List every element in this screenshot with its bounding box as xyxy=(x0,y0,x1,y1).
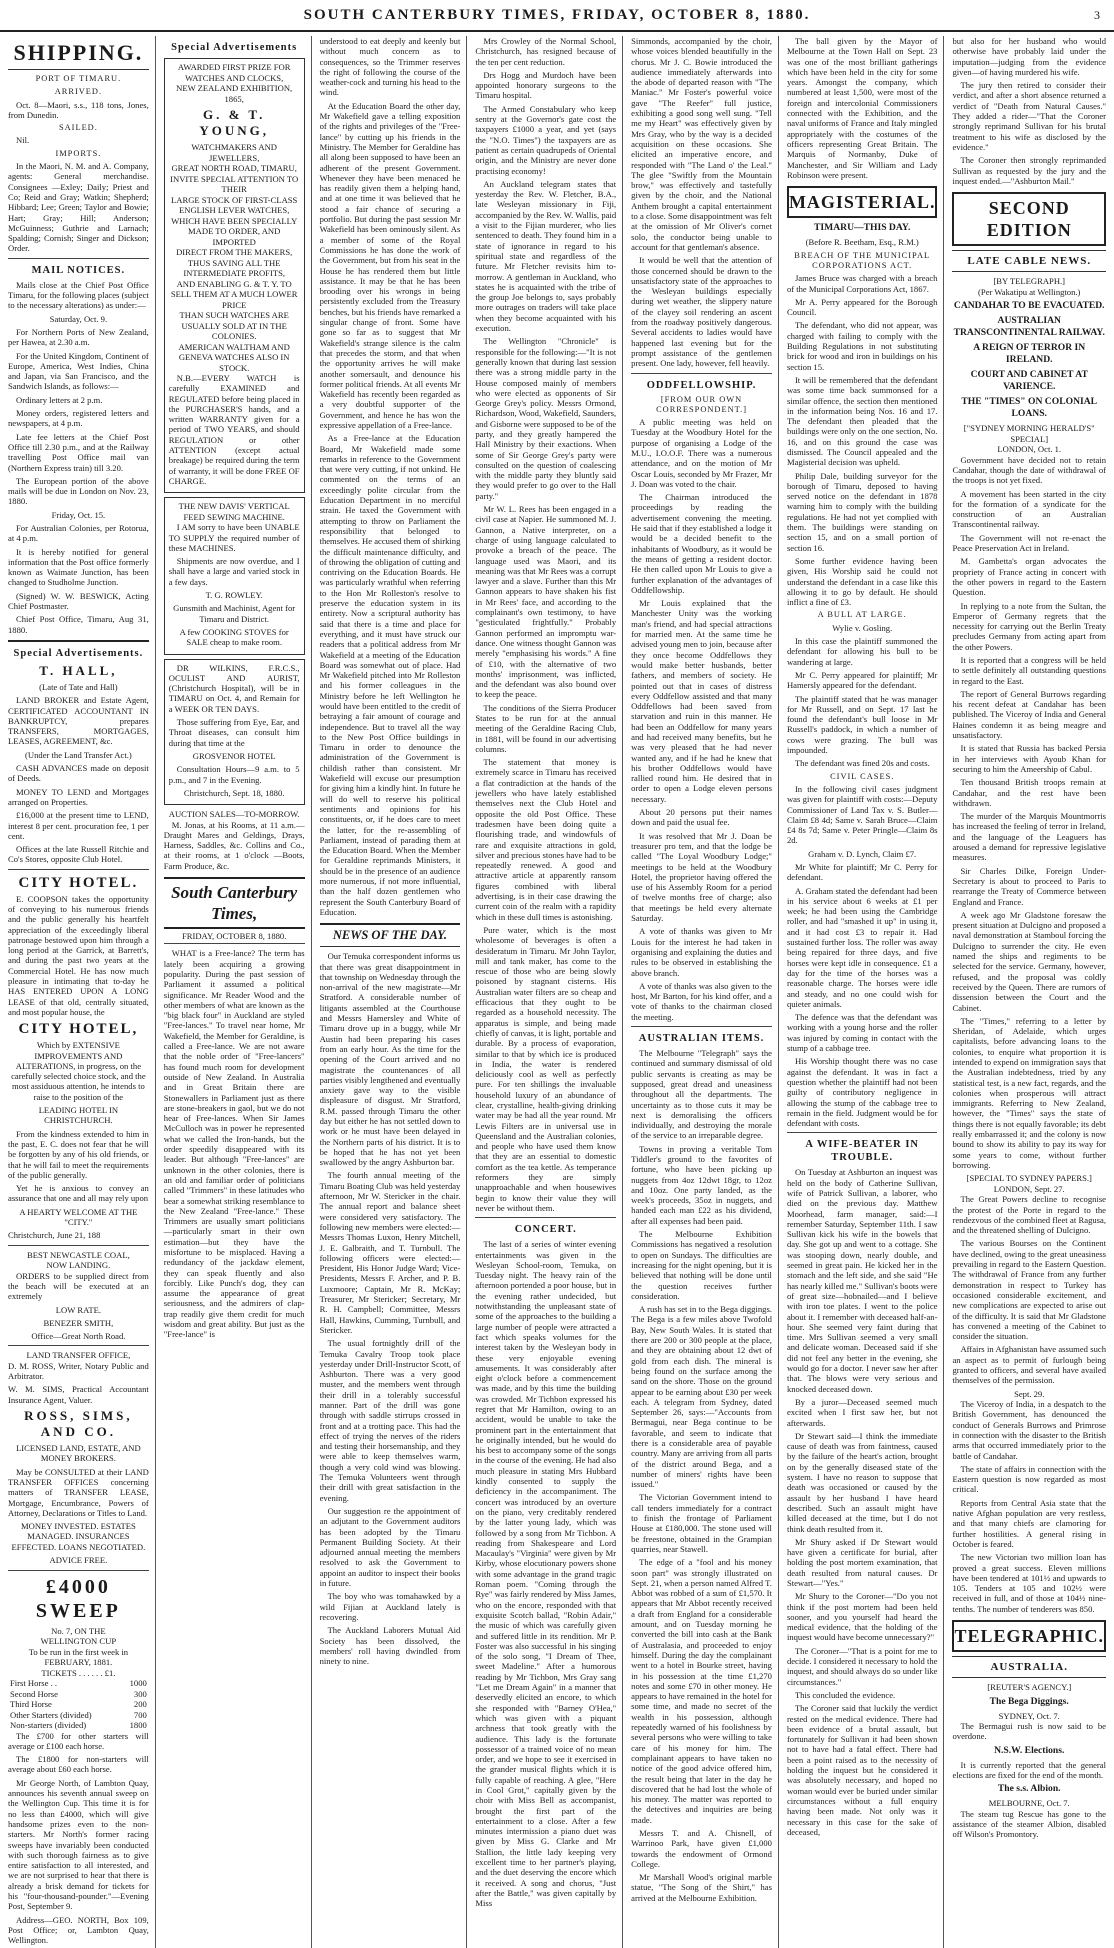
aus-para: The Victorian Government intend to call tenders immediately for a contract to finish the frontage of Parliament House at £180,000. The stone used will be freestone, obtained in the Grampian quarries, near Stawell. xyxy=(631,1492,772,1554)
divider xyxy=(8,1570,149,1571)
column-7 xyxy=(952,36,1106,1948)
civil-para: His Worship thought there was no case against the defendant. It was in fact a question whether the plaintiff had not been guilty of contributory negligence in allowing the stump of the cabbage tree to remain in the field. Judgment would be for defendant with costs. xyxy=(786,1056,938,1129)
mail-para: Saturday, Oct. 9. xyxy=(49,313,108,324)
hall-ad-line: (Under the Land Transfer Act.) xyxy=(25,749,132,760)
concert-para: It would be well that the attention of those concerned should be drawn to the unsatisfactory state of the approaches to the Wesleyan buildings especially during wet weather, the slippery nature of the clayey soil rendering an ascent from the roadway positively dangerous. Several accidents to ladies would have happened last evening but for the prompt assistance of the gentlemen present. One lady, however, fell heavily. xyxy=(631,255,772,369)
cable-para: The various Bourses on the Continent have declined, owing to the great uneasiness prevailing in regard to the Eastern Question. The withdrawal of France from any further demonstration in respect to Turkey has occasioned considerable excitement, and new complications are expected to arise out of the difficulty. It is said that Mr Gladstone has convened a meeting of the Cabinet to consider the situation. xyxy=(952,1238,1106,1342)
city-hotel-para: From the kindness extended to him in the past, E. C. does not fear that he will be forgotten by any of his old friends, or that he will fail to meet the requirements of the public generally. xyxy=(8,1128,149,1180)
bull-heading: A BULL AT LARGE. xyxy=(817,610,907,620)
mail-para: For Australian Colonies, per Rotorua, at 4 p.m. xyxy=(8,522,149,544)
cable-para: Reports from Central Asia state that the native Afghan population are very restless, and that many chiefs are clamoring for further hostilities. A general rising in October is feared. xyxy=(952,1497,1106,1549)
odd-para: It was resolved that Mr J. Doan be treasurer pro tem, and that the lodge be called "The Loyal Woodbury Lodge;" meetings to be held at the Woodbury Hotel, the proprietor having offered the use of his Assembly Room for a period of twelve months free of charge; also that meetings be held every alternate Saturday. xyxy=(631,830,772,924)
young-ad-line: AND ENABLING G. & T. Y. TO SELL THEM AT A MUCH LOWER PRICE xyxy=(170,278,298,310)
sweep-amount: £4000 xyxy=(45,1575,111,1598)
auction-text: M. Jonas, at his Rooms, at 11 a.m.—Draught Mares and Geldings, Drays, Harness, Saddles, &c. Collins and Co., at their rooms, at 1 o'clock —Boots, Farm Produce, &c. xyxy=(163,819,305,871)
city-hotel-para: A HEARTY WELCOME AT THE "CITY." xyxy=(19,1206,138,1228)
davis-heading: THE NEW DAVIS' VERTICAL FEED SEWING MACHINE. xyxy=(178,501,290,522)
column-6a xyxy=(787,36,945,1948)
newspaper-flag: South Canterbury Times, xyxy=(164,877,305,929)
arrived-text: Oct. 8—Maori, s.s., 118 tons, Jones, from Dunedin. xyxy=(8,99,149,120)
albion-heading: The s.s. Albion. xyxy=(997,1783,1061,1795)
albion-para: The steam tug Rescue has gone to the assistance of the steamer Albion, disabled off Wilson's Promontory. xyxy=(952,1808,1106,1840)
bull-para: Mr C. Perry appeared for plaintiff; Mr Hamersly appeared for the defendant. xyxy=(786,669,938,691)
concert-para: Simmonds, accompanied by the choir, whose voices blended beautifully in the chorus. Mr J. C. Bowie introduced the audience immediately afterwards into the abode of departed reason with "The Maniac." Mr Foster's powerful voice gave "The Reefer" full justice, exhibiting a good song well sung. "Tell me my Heart" was effectively given by Mrs Gray, who by the way is a decided acquisition on these occasions. She elicited an imperative encore, and responded with "The Land o' the Leal." The glee "Swiftly from the Mountain brow," was effectively and tastefully given by the choir, and the National Anthem brought a capital entertainment to a close. Some disappointment was felt at the omission of Mr Oliver's cornet solo, the conductor being unable to account for that gentleman's absence. xyxy=(631,36,772,252)
prize-label: Other Starters (divided) xyxy=(10,1709,92,1720)
column-1 xyxy=(8,36,156,1948)
prize-amount: 1800 xyxy=(129,1720,147,1731)
mail-para: Chief Post Office, Timaru, Aug 31, 1880. xyxy=(8,614,149,635)
cable-para: The state of affairs in connection with the Eastern question is now regarded as most critical. xyxy=(952,1463,1106,1495)
imports-text: In the Maori, N. M. and A. Company, agents: General merchandise. Consignees —Exley; Daily; Priest and Co; Reid and Gray; Watkin; Shepherd; Hibbard; Lee; Green; Taylor and Bowie; Hart; Gray; Hill; Anderson; McGuinness; Guthrie and Larnach; Spalding; Cornish; Singer and Dickson; Order. xyxy=(8,161,149,254)
dateline: SYDNEY, Oct. 7. xyxy=(998,1710,1060,1721)
city-hotel-para: Yet he is anxious to convey an assurance that one and all may rely upon xyxy=(8,1183,149,1204)
mail-para: Money orders, registered letters and newspapers, at 4 p.m. xyxy=(8,408,149,429)
wife-para: but also for her husband who would otherwise have probably laid under the imputation—judging from the evidence given—of having murdered his wife. xyxy=(952,36,1106,77)
wife-para: The Coroner said that luckily the verdict rested on the medical evidence. There had been evidence of a brutal assault, but fortunately for Sullivan it had been shown not to have had a fatal effect. There had been a point raised as to the necessity of holding the inquest but he considered it was absolutely necessary, and hoped no woman would ever be buried under similar circumstances without a full enquiry having been made. Not only was it necessary in this case for the sake of deceased, xyxy=(786,1703,938,1837)
young-ad-line: WHICH HAVE BEEN SPECIALLY MADE TO ORDER, AND IMPORTED xyxy=(171,215,298,247)
sweep-word: SWEEP xyxy=(35,1599,121,1622)
aus-para: A rush has set in to the Bega diggings. The Bega is a few miles above Twofold Bay, New South Wales. It is stated that there are 200 or 300 people at the place, and they are obtaining about 12 dwt of gold from each dish. The mineral is being found on the surface among the sand on the shore. Those on the ground appear to be earning about £30 per week each. A telegram from Sydney, dated September 26, says:—"Accounts from Bermagui, near Bega continue to be favorable, and seem to indicate that there is a considerable area of payable country. Many are arriving from all parts of the district around Bega, and a number of miners' rights have been issued." xyxy=(631,1304,772,1490)
young-ad-line: DIRECT FROM THE MAKERS, xyxy=(176,247,293,257)
city-hotel-para: Christchurch, June 21, 188 xyxy=(8,1230,101,1241)
concert-heading: CONCERT. xyxy=(514,1224,577,1236)
divider xyxy=(8,258,149,259)
news-para: Our suggestion re the appointment of an adjutant to the Government auditors has been adopted by the Timaru Permanent Building Society. At their adjourned annual meeting the members resolved to ask the Government to appoint an auditor to inspect their books in future. xyxy=(319,1505,461,1589)
wilkins-para: DR WILKINS, F.R.C.S., OCULIST AND AURIST, (Christchurch Hospital), will be in TIMARU on Oct. 4, and Remain for a WEEK OR TEN DAYS. xyxy=(168,662,300,714)
cable-headline: THE "TIMES" ON COLONIAL LOANS. xyxy=(961,396,1098,420)
cable-para: The Great Powers decline to recognise the protest of the Porte in regard to the rendezvous of the combined fleet at Ragusa, and the threatened shelling of Dulcigno. xyxy=(952,1194,1106,1236)
bull-para: The plaintiff stated that he was manager for Mr Russell, and on Sept. 17 last he found the defendant's bull loose in Mr Russell's paddock, in which a number of cows were grazing. The bull was impounded. xyxy=(786,693,938,756)
news-para: The fourth annual meeting of the Timaru Boating Club was held yesterday afternoon, Mr W. Stericker in the chair. The annual report and balance sheet were considered very satisfactory. The following new members were elected:—Messrs Thomas Luxon, Henry Mitchell, J. E. Galbraith, and T. Turnbull. The following officers were elected:—President, His Honor Judge Ward; Vice-Presidents, Messrs F. Archer, and P. B. Luxmoore; Captain, Mr R. McKay; Treasurer, Mr Stericker; Secretary, Mr R. H. Campbell; Committee, Messrs Hall, Hawkins, Cumming, Turnbull, and Stericker. xyxy=(319,1170,461,1335)
aus-para: Mr Marshall Wood's original marble statue, "The Song of the Shirt," has arrived at the Melbourne Exhibition. xyxy=(631,1872,772,1903)
mail-para: The European portion of the above mails will be due in London on Nov. 23, 1880. xyxy=(8,475,149,507)
wife-heading: A WIFE-BEATER IN TROUBLE. xyxy=(805,1139,920,1164)
sweep-line: To be run in the first week in xyxy=(28,1646,129,1657)
telegraphic-heading: TELEGRAPHIC. xyxy=(952,1620,1106,1652)
news-para: The Auckland Laborers Mutual Aid Society has been dissolved, the members' roll having dwindled from ninety to nine. xyxy=(319,1625,461,1667)
cable-para: The report of General Burrows regarding his recent defeat at Candahar has been published. The Viceroy of India and General Haines condemn it as being meagre and unsatisfactory. xyxy=(952,688,1106,741)
sailed-heading: SAILED. xyxy=(58,123,98,133)
land-transfer-para: LICENSED LAND, ESTATE, AND MONEY BROKERS. xyxy=(16,1443,141,1464)
coal-para: Office—Great North Road. xyxy=(31,1331,126,1342)
young-ad-line: INVITE SPECIAL ATTENTION TO THEIR xyxy=(170,173,299,194)
table-row xyxy=(8,1710,149,1721)
news-heading: NEWS OF THE DAY. xyxy=(320,923,461,947)
table-row xyxy=(8,1678,149,1689)
column-5 xyxy=(631,36,779,1948)
dateline: Sept. 29. xyxy=(1014,1388,1045,1399)
city-hotel-heading: CITY HOTEL. xyxy=(18,874,139,891)
wife-para: Mr Shury asked if Dr Stewart would have given a certificate for burial, after holding the post mortem examination, that death resulted from natural causes. Dr Stewart—"Yes." xyxy=(786,1536,938,1588)
sweep-tickets: TICKETS . . . . . . £1. xyxy=(41,1667,116,1678)
odd-para: Mr Louis explained that the Manchester Unity was the working man's friend, and had special attractions for married men. At the same time he advised young men to join, because after they once become Oddfellows they would make better husbands, better fathers, and members of society. He pointed out that in cases of distress every Oddfellow assisted and that many Oddfellows had been saved from starvation and ruin in this manner. He had been an Oddfellow for many years and had received many benefits, but he was very pleased that he had never wanted any, and if he had he knew that his brother Oddfellows would have rallied round him. He desired that in order to open a Lodge eleven persons necessary. xyxy=(631,598,772,804)
page-number: 3 xyxy=(1094,7,1100,22)
special-ads-heading: Special Advertisements. xyxy=(13,647,144,659)
hall-ad-line: MONEY TO LEND and Mortgages arranged on Properties. xyxy=(8,786,149,807)
wife-para: On Tuesday at Ashburton an inquest was held on the body of Catherine Sullivan, wife of Patrick Sullivan, a laborer, who died on the previous day. Matthew Moorhead, farm manager, said:—I remember Saturday, September 11th. I saw Sullivan kick his wife in the bowels that day. She got up and went to a cottage. She was stooping down, nearly double, and seemed in great pain. He kicked her in the stomach and the left side, and she said "He has nearly killed me." Sullivan's boots were of great size—hobnailed—and I believe with iron toe plates. I went to the police about it. I remember with deceased half-an-hour. She seemed very faint during that time. Mrs Sullivan seemed a very small and delicate woman. Deceased said if she did not feel any better in the evening, she would go for a doctor. I never saw her after that. The blows were very serious and knocked deceased down. xyxy=(786,1167,938,1394)
mail-para: Ordinary letters at 2 p.m. xyxy=(16,394,103,405)
arrived-heading: ARRIVED. xyxy=(54,87,103,97)
breach-para: It will be remembered that the defendant was some time back summonsed for a similar offence, the section then mentioned in the information being Nos. 16 and 17. The defendant then pleaded that the buildings were only on the one section, No. 16, and on this ground the case was dismissed. The Council appealed and the Magisterial decision was upheld. xyxy=(786,374,938,468)
masthead xyxy=(0,0,1114,32)
civil-para: A. Graham stated the defendant had been in his service about 6 weeks at £1 per week; he had been using the Cambridge roller, and had "smashed it up" in using it, and it had cost £3 to repair it. Had sustained further loss. The roller was away being repaired for three days, and five horses were kept idle in consequence. £1 a day for the time of the horses was a reasonable charge. The horses were idle and steady, and no one could wish for quieter animals. xyxy=(786,885,938,1009)
young-ad-line: N.B.—EVERY WATCH is carefully EXAMINED and REGULATED before being placed in the PURCHASER'S hands, and a written WARRANTY given for a period of TWO YEARS, and should REGULATION or other ATTENTION (except actual breakage) be required during the term of warranty, it will be done FREE OF CHARGE. xyxy=(168,373,300,486)
young-ad-line: THUS SAVING ALL THE INTERMEDIATE PROFITS, xyxy=(183,257,286,278)
leader-para: understood to eat deeply and keenly but without much concern as to consequences, so the Trimmer reserves the right of following the course of the weather-cock and turning his head to the wind. xyxy=(319,36,461,98)
davis-para: Gunsmith and Machinist, Agent for Timaru and District. xyxy=(173,603,296,624)
concert-para: The last of a series of winter evening entertainments was given in the Wesleyan School-room, Temuka, on Tuesday night. The heavy rain of the afternoon portended a poor house, but in the evening rather undecided, but notwithstanding the unpleasant state of some of the approaches to the building a large number of people were attracted a fact which speaks volumes for the interest taken by the Wesleyan body in these very enjoyable evening amusements. It was considerably after eight o'clock before a commencement was made, and by this time the building was crowded. Mr Tichbon expressed his regret that Mr Hamilton, owing to an accident, would be unable to take the prominent part in the entertainment that he originally intended, but he would do his best to accompany some of the songs in the course of the evening. He had also much pleasure in stating Mrs Hubbard kindly consented to supply the deficiency in the accompaniment. The concert was introduced by an overture on the piano, very creditably rendered by the latter young lady, which was followed by a song from Mr Tichbon. A reading from Shakespeare and Lord Macaulay's "Virginia" were given by Mr Kirby, whose elocutionary powers shone with some advantage in the grand tragic Roman poem. "Coming through the Rye" was fairly rendered by Miss James, who on the encore, responded with that exquisite Scotch ballad, "Robin Adair," the music of which was carefully given and suffered little in its rendition. Mr P. Foster was also successful in his singing of the solo song, "I Dream of Thee, sweet Madeline." After a humorous reading by Mr Tichbon, Mrs Gray sang "Let me Dream Again" in a manner that deservedly elicited an encore, to which she responded with "Barney O'Hea," which was given with a piquant archness that took greatly with the audience. This lady is the fortunate possessor of a trained voice of no mean order, and we hope to see it exercised in the grander musical flights which it is fully capable of reaching. A glee, "Here in Cool Grot," capitally given by the choir with Miss Bell as accompanist, brought the first part of the entertainment to a close. After a few minutes intermission a piano duet was given by Miss G. Clarke and Mr Stallion, the little lady keeping very excellent time to her partner's playing, and the duet deserving the encore which it received. A song and chorus, "Just after the Battle," was given capitally by Miss xyxy=(475,1239,617,1909)
per-wakatipu: (Per Wakatipu at Wellington.) xyxy=(978,286,1081,297)
wilkins-para: GROSVENOR HOTEL xyxy=(192,750,276,761)
sweep-footer-para: Mr George North, of Lambton Quay, announces his seventh annual sweep on the Wellington Cup. This time it is for no less than £4000, which will give handsome prizes even to the non-starters. Mr North's former racing sweeps have invariably been conducted with such thorough fairness as to give entire satisfaction to all interested, and we are not surprised to hear that there is already a brisk demand for tickets for his "four-thousand-pounder."—Evening Post, September 9. xyxy=(8,1777,149,1912)
odd-para: A vote of thanks was also given to the host, Mr Barton, for his kind offer, and a vote of thanks to the chairman closed the meeting. xyxy=(631,980,772,1022)
cable-headline: CANDAHAR TO BE EVACUATED. xyxy=(953,300,1105,312)
leader-para: At the Education Board the other day, Mr Wakefield gave a telling exposition of the rights and privileges of the "Free-lance" by cutting up his friends in the Ministry. The Member for Geraldine has all along been supposed to have been an adherent of the present Government. Whenever they have been menaced he has readily given them a helping hand, and at one time it was believed that he stood a fair chance of securing a portfolio. But during the past session Mr Wakefield has been ominously silent. As a member of some of the Royal Commissions he has done the work of the Government, but from his seat in the House he has rendered them but little assistance. It may be that he has been brooding over his wrongs in being persistently excluded from the Treasury benches, but his friends have remarked a singular change of front. Some have gone so far as to suggest that Mr Wakefield's strange silence is the calm that precedes the storm, and that when the opportunity arrives he will make another somersault, and denounce his former political friends. At all events Mr Wakefield has recently been regarded as a very doubtful supporter of the Government, and hence he has won the expressive appellation of a Free-lance. xyxy=(319,100,461,430)
news-para: The usual fortnightly drill of the Temuka Cavalry Troop took place yesterday under Drill-Instructor Scott, of Ashburton. There was a very good muster, and the members went through their drill in a tolerably successful manner. Part of the drill was gone through with saddle stirrups crossed in front and at a trotting pace. This had the effect of trying the nerves of the riders and testing their horsemanship, and they were able to keep themselves warm, though a very cold wind was blowing. The Temuka Volunteers went through their drill with great satisfaction in the evening. xyxy=(319,1338,461,1503)
davis-para: T. G. ROWLEY. xyxy=(205,590,263,601)
divider xyxy=(631,1026,772,1027)
nsw-heading: N.S.W. Elections. xyxy=(994,1744,1065,1756)
sweep-line: WELLINGTON CUP xyxy=(40,1636,117,1647)
cable-para: The "Times," referring to a letter by Sheridan, of Adelaide, which urges capitalists, before advancing loans to the colonies, to enquire what proportion it is intended to expend on immigration says that the Australian indebtedness, tried by any statistical test, is a new fact, regards, and the colonies when prosperous will attract immigrants. Referring to New Zealand, however, the "Times" says the state of things there is not equally favorable; its debt really embarrassed it; and the colony is now bound to show its ability to pay its way for some years to come, without further borrowing. xyxy=(952,1015,1106,1170)
cable-para: Sir Charles Dilke, Foreign Under-Secretary is about to proceed to Paris to rearrange the Treaty of Commerce between England and France. xyxy=(952,865,1106,907)
divider xyxy=(8,1245,149,1246)
aus-para: The edge of a "fool and his money soon part" was strongly illustrated on Sept. 21, when a person named Alfred T. Abbot was robbed of a sum of £1,570. It appears that Mr Abbot recently received a draft from England for a considerable amount, and on Tuesday morning he converted the bill into cash at the Bank of Australasia, and proceeded to enjoy himself. During the day the complainant went to a hotel in Bourke street, having in his possession at the time £1,270 notes and some £70 in other money. He appears to have remained in the hotel for some time, and made no secret of the wealth in his possession, although repeatedly warned of his foolishness by several persons who were willing to take care of his money for him. The complainant appears to have taken no notice of the good advice offered him, the result being that later in the day he discovered that he had lost the whole of his money. The matter was reported to the detectives and inquiries are being made. xyxy=(631,1557,772,1825)
prize-amount: 700 xyxy=(133,1709,147,1720)
cable-para: Government have decided not to retain Candahar, though the date of withdrawal of the troops is not yet fixed. xyxy=(952,454,1106,486)
cable-para: Ten thousand British troops remain at Candahar, and the rest have been withdrawn. xyxy=(952,777,1106,808)
news-para: Mr W. L. Rees has been engaged in a civil case at Napier. He summoned M. J. Gannon, a Native interpreter, on a charge of using language calculated to provoke a breach of the peace. The language used was Maori, and its meaning was that Mr Rees was a corrupt lawyer and a slave. Further than this Mr Gannon appears to have shaken his fist in Mr Rees' face, and according to the complainant's own testimony, to have "gesticulated frightfully." Probably Gannon performed an impromptu war-dance. One witness thought Gannon was merely "emphasising his words." A fine of £10, with the alternative of two months' imprisonment, was inflicted, and the defendant was also bound over to keep the peace. xyxy=(475,504,617,700)
civil-heading: CIVIL CASES. xyxy=(830,771,895,781)
wife-para: The jury then retired to consider their verdict, and after a short absence returned a verdict of "Death from Natural Causes." They added a rider—"That the Coroner strongly reprimand Sullivan for his brutal treatment to his wife as disclosed by the evidence." xyxy=(952,80,1106,152)
young-ad-line: AMERICAN WALTHAM AND GENEVA WATCHES ALSO IN STOCK. xyxy=(178,341,290,373)
bull-para: Wylie v. Gosling. xyxy=(832,622,893,633)
special-ads-heading: Special Advertisements xyxy=(171,42,298,53)
civil-para: The defence was that the defendant was working with a young horse and the roller was injured by coming in contact with the stump of a cabbage tree. xyxy=(786,1012,938,1054)
aus-para: Towns in proving a veritable Tom Tiddler's ground to the favorites of fortune, who have been picking up nuggets from 4oz 12dwt 18gr, to 12oz and 10oz. One party landed, as the week's proceeds, 35oz in nuggets, and handed each man £22 as his dividend, after all expenses had been paid. xyxy=(631,1143,772,1226)
city-hotel-para: LEADING HOTEL IN CHRISTCHURCH. xyxy=(38,1105,119,1126)
odd-subheading: [FROM OUR OWN CORRESPONDENT.] xyxy=(656,394,747,414)
wife-para: The Coroner then strongly reprimanded Sullivan as requested by the jury and the inquest ended.—"Ashburton Mail." xyxy=(952,155,1106,186)
nsw-para: It is currently reported that the general elections are fixed for the end of the month. xyxy=(952,1759,1106,1780)
imports-heading: IMPORTS. xyxy=(55,148,102,158)
odd-para: The Chairman introduced the proceedings by reading the advertisement convening the meeting. He said that if they established a lodge it would be a decided benefit to the inhabitants of Woodbury, as it would be the means of getting a resident doctor. He then called upon Mr Louis to give a further explanation of the advantages of Oddfellowship. xyxy=(631,492,772,595)
cable-para: In replying to a note from the Sultan, the Emperor of Germany regrets that the necessity for carrying out the Berlin Treaty precludes Germany from acting apart from the other Powers. xyxy=(952,600,1106,652)
hall-ad-line: LAND BROKER and Estate Agent, CERTIFICATED ACCOUNTANT IN BANKRUPTCY, prepares TRANSFERS, MORTGAGES, LEASES, AGREEMENT, &c. xyxy=(8,695,149,747)
mail-para: Late fee letters at the Chief Post Office till 2.30 p.m., and at the Railway travelling Post Office mail van (Northern Express train) till 3.20. xyxy=(8,431,149,473)
wife-para: By a juror—Deceased seemed much excited when I first saw her, but not afterwards. xyxy=(786,1396,938,1428)
special-sydney: [SPECIAL TO SYDNEY PAPERS.] xyxy=(966,1173,1092,1184)
news-para: The statement that money is extremely scarce in Timaru has received a flat contradiction at the hands of the jewellers who have lately established themselves next the Club Hotel and opposite the old Post Office. These tradesmen have been doing quite a flourishing trade, and windowfuls of rare and exquisite attractions in gold, silver and precious stones have had to be repeatedly renewed. A good and attractive article at apparently ransom figures combined with liberal advertising, is in their case drawing the current coin of the realm with a rapidity which in these dull times is astonishing. xyxy=(475,757,617,922)
sweep-line: FEBRUARY, 1881. xyxy=(44,1657,113,1668)
news-para: Pure water, which is the most wholesome of beverages is often a desideratum in Timaru. Mr John Taylor, mill and tank maker, has come to the rescue of those who are being slowly poisoned by stagnant cisterns. His Australian water filters are so cheap and efficacious that they ought to be regarded as a household necessity. The apparatus is simple, and being made chiefly of canvas, it is light, portable and durable. By a process of evaporation, similar to that by which ice is produced in India, the water is rendered deliciously cool as well as perfectly pure. For ten shillings the invaluable household luxury of an abundance of clear, crystalline, health-giving drinking water may be had all the year round. Mr Lewis Filters are in universal use in Queensland and the Australian colonies, and people who have used them know that they are an essential to domestic comfort as the tea kettle. As temperance reformers they are simply unapproachable and when housewives begin to know their value they will never be without them. xyxy=(475,924,617,1213)
column-3 xyxy=(320,36,468,1948)
aus-para: The Melbourne "Telegraph" says the continued and summary dismissal of old public servants is creating as may be supposed, great dread and uneasiness throughout all the departments. The uncertainty as to those cuts it may be next is demoralising the officers individually, and destroying the morale of the service to an irreparable degree. xyxy=(631,1048,772,1141)
mail-para: Friday, Oct. 15. xyxy=(51,509,106,520)
aus-para: Messrs T. and A. Chisnell, of Warrinoo Park, have given £1,000 towards the endowment of Ormond College. xyxy=(631,1827,772,1869)
cable-para: It is reported that a congress will be held to settle definitely all outstanding questions in regard to the East. xyxy=(952,655,1106,686)
column-4 xyxy=(475,36,623,1948)
hall-ad-line: Offices at the late Russell Ritchie and Co's Stores, opposite Club Hotel. xyxy=(8,844,149,865)
news-para: The Wellington "Chronicle" is responsible for the following:—"It is not generally known that during last session there was a strong middle party in the House composed mainly of members who were elected as opponents of Sir George Grey's policy. Messrs Ormond, Richardson, Wood, Wakefield, Saunders, and Gisborne were supposed to be of the party, and they greatly hampered the Hall Ministry by their exactions. When some of Sir George Grey's party were consulted on the question of coalescing with the middle party they bluntly said they would prefer to go over to the Hall party." xyxy=(475,336,617,501)
wife-para: The Coroner—"That is a point for me to decide. I considered it necessary to hold the inquest, and should always do so under like circumstances." xyxy=(786,1645,938,1687)
hall-ad-line: £16,000 at the present time to LEND, interest 8 per cent. procuration fee, 1 per cent. xyxy=(8,810,149,841)
odd-para: A public meeting was held on Tuesday at the Woodbury Hotel for the purpose of organising a Lodge of the M.U., I.O.O.F. There was a numerous attendance, and on the motion of Mr Oscar Louis, seconded by Mr Frazer, Mr J. Doan was voted to the chair. xyxy=(631,417,772,489)
land-transfer-para: ADVICE FREE. xyxy=(49,1555,108,1566)
wife-para: Mr Shury to the Coroner—"Do you not think if the post mortem had been held sooner, and you yourself had heard the medical evidence, that the holding of the inquest would have become unnecessary?" xyxy=(786,1591,938,1643)
cable-headline: A REIGN OF TERROR IN IRELAND. xyxy=(973,342,1086,366)
breach-para: James Bruce was charged with a breach of the Municipal Corporations Act, 1867. xyxy=(786,273,938,294)
magisterial-heading: MAGISTERIAL. xyxy=(787,186,938,218)
young-ad xyxy=(164,58,305,493)
table-row xyxy=(8,1689,149,1700)
wilkins-para: Consultation Hours—9 a.m. to 5 p.m., and 7 in the Evening. xyxy=(168,764,300,785)
dateline: MELBOURNE, Oct. 7. xyxy=(988,1798,1070,1809)
sweep-heading xyxy=(8,1575,149,1623)
wilkins-para: Those suffering from Eye, Ear, and Throat diseases, can consult him during that time at the xyxy=(168,717,300,748)
port-heading: PORT OF TIMARU. xyxy=(35,74,122,83)
shipping-heading: SHIPPING. xyxy=(8,36,149,70)
civil-para: Graham v. D. Lynch, Claim £7. xyxy=(808,848,917,859)
cable-headline: AUSTRALIAN TRANSCONTINENTAL RAILWAY. xyxy=(953,315,1105,339)
auction-heading: AUCTION SALES—TO-MORROW. xyxy=(168,809,300,820)
cable-para: The new Victorian two million loan has proved a great success. Eleven millions have been tendered at 101½ and upwards to 105. Tenders at 105 and 102½ were received in full, and of those at 104½ nine-tenths. The number of tenderers was 850. xyxy=(952,1552,1106,1614)
prize-label: Second Horse xyxy=(10,1688,58,1699)
newspaper-columns xyxy=(8,36,1106,1946)
prize-label: Third Horse xyxy=(10,1699,52,1710)
davis-para: A few COOKING STOVES for SALE cheap to make room. xyxy=(179,626,289,648)
bull-para: The defendant was fined 20s and costs. xyxy=(794,758,930,769)
smh-special: ["SYDNEY MORNING HERALD'S" SPECIAL] xyxy=(963,423,1095,444)
cable-para: A week ago Mr Gladstone foresaw the present situation at Dulcigno and proposed a naval demonstration at Stamboul forcing the Dulcigno to surrender the city. He even named the ships and regiments to be selected for the service. Germany, however, refused, and the proposal was coldly received by the Queen. There are rumors of dissension between the Court and the Cabinet. xyxy=(952,909,1106,1013)
magisterial-sub2: (Before R. Beetham, Esq., R.M.) xyxy=(805,237,919,248)
cable-para: M. Gambetta's organ advocates the propriety of France acting in concert with the other powers in regard to the Eastern Question. xyxy=(952,556,1106,598)
breach-para: Philip Dale, building surveyor for the borough of Timaru, deposed to having served notice on the defendant in 1878 warning him to comply with the building regulations. He had not yet complied with them. The buildings were standing on section 15, and on a small portion of section 16. xyxy=(786,470,938,553)
cable-headline: COURT AND CABINET AT VARIENCE. xyxy=(970,369,1088,393)
bull-para: In this case the plaintiff summoned the defendant for allowing his bull to be wandering at large. xyxy=(786,636,938,667)
reuter-line: [REUTER'S AGENCY.] xyxy=(987,1682,1072,1693)
prize-label: First Horse . . xyxy=(10,1678,58,1689)
odd-para: About 20 persons put their names down and paid the usual fee. xyxy=(631,807,772,828)
civil-para: Mr White for plaintiff; Mr C. Perry for defendant. xyxy=(786,861,938,883)
land-transfer-para: W. M. SIMS, Practical Accountant Insurance Agent, Valuer. xyxy=(8,1384,149,1405)
news-para: Our Temuka correspondent informs us that there was great disappointment in that township on Wednesday through the non-arrival of the new magistrate—Mr Stratford. A considerable number of litigants assembled at the Courthouse and Messrs Hamersley and White of Timaru drove up in a buggy, while Mr Austin had been preparing his cases from an early hour. As the time for the opening of the Court arrived and no magistrate the countenances of all parties visibly lengthened and eventually anxiety gave way to the visible displeasure of disgust. Mr Stratford, R.M. passed through Timaru the other day but either he has not settled down to work or he must have been delayed in the Northern parts of his district. It is to be hoped that he has not yet been swallowed by the angry Ashburton bar. xyxy=(319,951,461,1168)
young-ad-line: GREAT NORTH ROAD, TIMARU, xyxy=(171,163,297,173)
table-row xyxy=(8,1699,149,1710)
hall-ad-line: (Late of Tate and Hall) xyxy=(39,681,118,692)
coal-para: ORDERS to be supplied direct from the beach will be executed at an extremely xyxy=(8,1270,149,1302)
dateline: LONDON, Sept. 27. xyxy=(993,1183,1065,1194)
davis-ad xyxy=(164,497,305,654)
mail-para: For the United Kingdom, Continent of Europe, America, West Indies, China and Japan, via San Francisco, and the Sandwich Islands, as follows:— xyxy=(8,350,149,392)
award-line: AWARDED FIRST PRIZE FOR WATCHES AND CLOCKS, xyxy=(177,62,291,83)
coal-subheading: NOW LANDING. xyxy=(46,1260,111,1271)
city-hotel-para: E. COOPSON takes the opportunity of conveying to his numerous friends and the public generally his heartfelt appreciation of the exceedingly liberal patronage bestowed upon him through a long period at the Garrick, at Barrett's, and during the past two years at the Commercial Hotel. He has now much pleasure in intimating that to-day he HAS ENTERED UPON A LONG LEASE of that old, centrally situated, and most popular house, the xyxy=(8,893,149,1017)
prize-amount: 1000 xyxy=(129,1678,147,1689)
bega-heading: The Bega Diggings. xyxy=(989,1695,1069,1707)
award-line: NEW ZEALAND EXHIBITION, 1865, xyxy=(176,83,293,104)
wilkins-ad xyxy=(164,659,305,806)
news-para: An Auckland telegram states that yesterday the Rev. W. Fletcher, B.A., late Wesleyan missionary in Fiji, accompanied by the Rev. W. Wallis, paid a visit to the Fijian murderer, who lies sentenced to death. They found him in a state of ignorance in regard to his spiritual state and regardless of the future. Mr Fletcher revisits him to-morrow. A gentleman in Auckland, who states he is acquainted with the tribe of the group Joe belongs to, says probably more outrages on traders will take place when they become acquainted with his execution. xyxy=(475,178,617,334)
young-ad-line: WATCHMAKERS AND JEWELLERS, xyxy=(191,142,278,163)
leader-para: As a Free-lance at the Education Board, Mr Wakefield made some remarks in reference to the Government that were very cutting, if not unkind. He commented on the terms of an exceedingly polite circular from the Education Department in no merciful strain. He taxed the Government with attempting to throw on Parliament the responsibility that belonged to themselves. He accused them of shirking the difficult maintenance difficulty, and of throwing the obligation of cutting and contriving on the Education Boards. He was particularly wrathful when referring to the Hon Mr Rolleston's resolve to preserve the education system in its entirety. Now a scriptural authority has said that there is a time and place for everything, and it must have struck our readers that a political address from Mr Wakefield at a meeting of the Education Board was somewhat out of place. Had Mr Wakefield pitched into Mr Rolleston and his former colleagues in the Ministry before he left Wellington he would have been entitled to the credit of betraying a fair amount of courage and independence. But to travel all the way to the New Post Office buildings in Timaru in order to denounce the administration of the Government is childish rather than consistent. Mr Wakefield will excuse our presumption for giving him a kindly hint. In future he will do well to reserve his political sentiments and opinions for his constituents, or, if he does care to meet the latter, for the re-assembling of Parliament, instead of parading them at the Education Board. When the Member for Geraldine reprimands Ministers, it should be in the presence of an audience more numerous, if not more influential, than the half dozen gentlemen who represent the South Canterbury Board of Education. xyxy=(319,433,461,917)
hall-ad-line: CASH ADVANCES made on deposit of Deeds. xyxy=(8,763,149,784)
land-transfer-heading: LAND TRANSFER OFFICE, xyxy=(26,1350,131,1361)
sweep-footer-para: Address—GEO. NORTH, Box 109, Post Office; or, Lambton Quay, Wellington. xyxy=(8,1914,149,1946)
leader-para: WHAT is a Free-lance? The term has lately been acquiring a growing popularity. During the past session of Parliament it assumed a political significance. Mr Reader Wood and the other members of what are known as the "big black four" in Auckland are styled "Free-lances." To travel near home, Mr Wakefield, the Member for Geraldine, is called a Free-lance. We are not aware that the noble order of "Free-lancers" has found much room for development outside of New Zealand. In Australia and in Great Britain there are Stonewallers in Parliament just as there are stone-breakers in gaol, but we do not hear of Free-lances. When Sir James McCulloch was in power he represented what we called the Iron-hands, but the order speedily disappeared with its leader. But although "Free-lances" are unknown in the other colonies, there is an old and familiar order of politicians called "Trimmers" in these latitudes who bear a somewhat striking resemblance to the New Zealand "Free-lance." These Trimmers are usually smart politicians—particularly smart in their own estimation—but they have the misfortune to be misplaced. Having a redundancy of the jackdaw element, they can speak fluently and also forcibly. Like Punch's dog, they can assume the appearance of great seriousness, and the admirers of clap-trap readily give them credit for much wisdom and great ability. But just as the "Free-lance" is xyxy=(163,948,305,1340)
news-para: Mrs Crowley of the Normal School, Christchurch, has resigned because of the ten per cent reduction. xyxy=(475,36,617,67)
divider xyxy=(475,1217,616,1218)
mail-para: It is hereby notified for general information that the Post office formerly known as Waimate Junction, has been changed to Studholme Junction. xyxy=(8,546,149,588)
coal-para: LOW RATE. xyxy=(55,1304,101,1315)
land-transfer-para: D. M. ROSS, Writer, Notary Public and Arbitrator. xyxy=(8,1360,149,1382)
cable-para: The murder of the Marquis Mountmorris has increased the feeling of terror in Ireland, and the language of the Leaguers has aroused a demand for repressive legislative measures. xyxy=(952,811,1106,863)
bega-para: The Bermagui rush is now said to be overdone. xyxy=(952,1721,1106,1742)
column-6 xyxy=(787,36,1106,1948)
odd-para: A vote of thanks was given to Mr Louis for the interest he had taken in organising and explaining the duties and rules to be observed in establishing the above branch. xyxy=(631,926,772,978)
cable-para: Affairs in Afghanistan have assumed such an aspect as to permit of furlough being granted to officers, and several have availed themselves of the permission. xyxy=(952,1344,1106,1386)
column-2 xyxy=(164,36,312,1948)
late-cable-heading: LATE CABLE NEWS. xyxy=(952,250,1106,272)
magisterial-sub: TIMARU—THIS DAY. xyxy=(814,222,911,234)
coal-heading: BEST NEWCASTLE COAL, xyxy=(27,1249,130,1260)
by-telegraph: [BY TELEGRAPH.] xyxy=(993,276,1066,287)
city-hotel-para: Which by EXTENSIVE IMPROVEMENTS AND ALTERATIONS, in progress, on the carefully selected choice stock, and the most assiduous attention, he intends to raise to the position of the xyxy=(11,1040,146,1102)
divider xyxy=(8,1345,149,1346)
city-hotel-para: CITY HOTEL, xyxy=(18,1021,139,1038)
cable-para: A movement has been started in the city for the formation of a syndicate for the construction of an Australian Transcontinental railway. xyxy=(952,488,1106,530)
prize-amount: 300 xyxy=(133,1688,147,1699)
divider xyxy=(8,640,149,642)
mail-para: For Northern Ports of New Zealand, per Hawea, at 2.30 a.m. xyxy=(8,326,149,348)
cable-para: It is stated that Russia has backed Persia in her interviews with Ayoub Khan for securing to him the Ameership of Cabul. xyxy=(952,743,1106,774)
aus-para: The Melbourne Exhibition Commissions has negatived a resolution to open on Sundays. The difficulties are increasing for the night opening, but it is believed that nothing will be done until the question receives further consideration. xyxy=(631,1229,772,1301)
civil-para: In the following civil cases judgment was given for plaintiff with costs:—Deputy Commissioner of Land Tax v. S. Butler—Claim £8 4d; Same v. Sarah Bruce—Claim £4 8s 7d; Same v. Peter Pringle—Claim 8s 2d. xyxy=(786,783,938,846)
dateline: LONDON, Oct. 1. xyxy=(997,444,1062,455)
young-ad-line: LARGE STOCK OF FIRST-CLASS ENGLISH LEVER WATCHES, xyxy=(171,194,298,215)
breach-para: Mr A. Perry appeared for the Borough Council. xyxy=(786,296,938,318)
mail-para: (Signed) W. W. BESWICK, Acting Chief Postmaster. xyxy=(8,590,149,612)
news-para: The conditions of the Sierra Producer States to be run for at the annual meeting of the Geraldine Racing Club, in 1881, will be found in our advertising columns. xyxy=(475,702,617,754)
second-edition-heading: SECOND EDITION xyxy=(952,192,1106,246)
prize-table xyxy=(8,1678,149,1731)
land-transfer-para: MONEY INVESTED. ESTATES MANAGED. INSURANCES EFFECTED. LOANS NEGOTIATED. xyxy=(11,1521,146,1552)
prize-amount: 200 xyxy=(133,1699,147,1710)
cable-para: The Government will not re-enact the Peace Preservation Act in Ireland. xyxy=(952,532,1106,554)
mail-para: Mails close at the Chief Post Office Timaru, for the following places (subject to the necessary alterations) as under:— xyxy=(8,279,149,311)
young-ad-line: THAN SUCH WATCHES ARE USUALLY SOLD AT IN THE COLONIES. xyxy=(179,310,289,341)
sweep-footer-para: The £700 for other starters will average or £100 each horse. xyxy=(8,1730,149,1751)
divider xyxy=(8,869,149,870)
land-transfer-para: May be CONSULTED at their LAND TRANSFER OFFICES concerning matters of TRANSFER LEASE, Mortgage, Encumbrance, Powers of Attorney, Declarations or Titles to Land. xyxy=(8,1466,149,1518)
sailed-text: Nil. xyxy=(16,135,30,146)
wilkins-para: Christchurch, Sept. 18, 1880. xyxy=(183,787,285,798)
news-para: The boy who was tomahawked by a wild Fijian at Auckland lately is recovering. xyxy=(319,1591,461,1622)
mail-heading: MAIL NOTICES. xyxy=(31,264,126,276)
breach-para: Some further evidence having been given, His Worship said he could not understand the defendant in a case like this allowing it to go by default. He should inflict a fine of £3. xyxy=(786,555,938,608)
davis-para: Shipments are now overdue, and I shall have a large and varied stock in a few days. xyxy=(168,556,300,587)
masthead-title: SOUTH CANTERBURY TIMES, FRIDAY, OCTOBER 8, 1880. xyxy=(303,6,811,23)
wife-para: This concluded the evidence. xyxy=(794,1689,896,1700)
aus-heading: AUSTRALIAN ITEMS. xyxy=(638,1033,765,1045)
davis-para: I AM sorry to have been UNABLE TO SUPPLY the required number of these MACHINES. xyxy=(168,522,300,553)
odd-heading: ODDFELLOWSHIP. xyxy=(646,379,757,391)
aus-para: The ball given by the Mayor of Melbourne at the Town Hall on Sept. 23 was one of the most brilliant gatherings which have been held in the city for some years. Amongst the company, which numbered at least 1,500, were most of the foreign and intercolonial Commissioners connected with the Exhibition, and the naval uniforms of France and Italy mingled appropriately with the costumes of the officers representing Great Britain. The Marquis of Normanby, Duke of Manchester, and Sir William and Lady Robinson were present. xyxy=(786,36,938,180)
prize-label: Non-starters (divided) xyxy=(10,1720,87,1731)
land-transfer-para: ROSS, SIMS, AND CO. xyxy=(24,1408,133,1440)
divider xyxy=(631,373,772,374)
australia-heading: AUSTRALIA. xyxy=(952,1656,1106,1678)
news-para: The Armed Constabulary who keep sentry at the Governor's gate cost the taxpayers £1000 a year, and yet (says the "N.O. Times") the taxpayers are as patient as certain quadrupeds of Oriental origin, and the Ministry are never done practising economy! xyxy=(475,103,617,176)
divider xyxy=(787,1132,938,1133)
breach-heading: BREACH OF THE MUNICIPAL CORPORATIONS ACT. xyxy=(794,250,931,270)
news-para: Drs Hogg and Murdoch have been appointed honorary surgeons to the Timaru hospital. xyxy=(475,69,617,101)
young-ad-name: G. & T. YOUNG, xyxy=(199,107,269,138)
sweep-line: No. 7, ON THE xyxy=(51,1625,106,1636)
sweep-footer-para: The £1800 for non-starters will average about £60 each horse. xyxy=(8,1754,149,1775)
breach-para: The defendant, who did not appear, was charged with failing to comply with the Building Regulations in not substituting brick for wood and iron in buildings on his section 15. xyxy=(786,320,938,372)
hall-ad-name: T. HALL, xyxy=(39,662,118,678)
cable-para: The Viceroy of India, in a despatch to the British Government, has denounced the conduct of Generals Burrows and Primrose in connection with the disaster to the British arms that occurred immediately prior to the battle of Candahar. xyxy=(952,1399,1106,1461)
coal-para: BENEZER SMITH, xyxy=(43,1317,114,1328)
flag-date: FRIDAY, OCTOBER 8, 1880. xyxy=(164,931,305,944)
table-row xyxy=(8,1720,149,1731)
wife-para: Dr Stewart said—I think the immediate cause of death was from faintness, caused by the failure of the heart's action, brought on by the generally diseased state of the system. I have no reason to suppose that death was occasioned or caused by the assault by her husband I have heard described. Such an assault might have killed deceased at the time, but I do not think death resulted from it. xyxy=(786,1430,938,1534)
